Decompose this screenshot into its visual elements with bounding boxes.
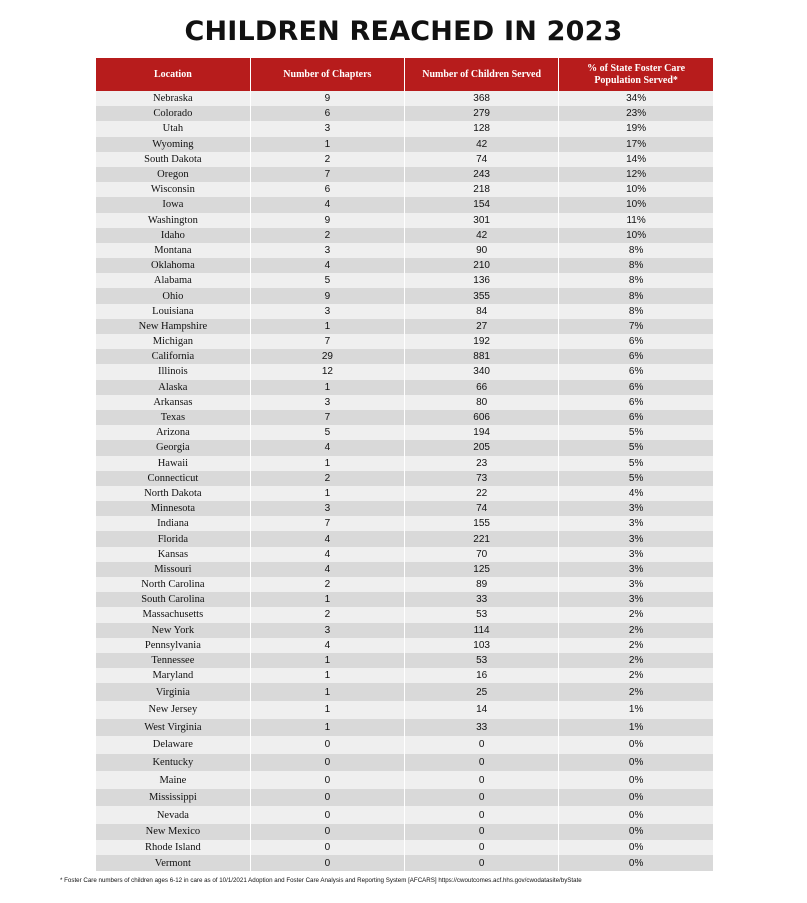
table-row	[96, 592, 713, 607]
table-row	[96, 653, 713, 668]
children-served-cell: 27	[405, 319, 559, 334]
location-cell: Virginia	[96, 683, 250, 701]
children-served-cell: 42	[405, 228, 559, 243]
chapters-cell: 7	[250, 410, 404, 425]
location-cell: Iowa	[96, 197, 250, 212]
location-cell: Rhode Island	[96, 840, 250, 856]
percent-served-cell: 3%	[559, 501, 713, 516]
location-cell: South Dakota	[96, 152, 250, 167]
location-cell: Nevada	[96, 806, 250, 824]
children-served-cell: 194	[405, 425, 559, 440]
location-cell: Montana	[96, 243, 250, 258]
chapters-cell: 0	[250, 855, 404, 871]
percent-served-cell: 0%	[559, 789, 713, 807]
location-cell: Arizona	[96, 425, 250, 440]
children-served-cell: 0	[405, 824, 559, 840]
percent-served-cell: 34%	[559, 91, 713, 106]
children-served-cell: 128	[405, 121, 559, 136]
percent-served-cell: 8%	[559, 288, 713, 303]
percent-served-cell: 0%	[559, 840, 713, 856]
table-row	[96, 683, 713, 701]
chapters-cell: 3	[250, 121, 404, 136]
children-served-cell: 218	[405, 182, 559, 197]
children-served-cell: 125	[405, 562, 559, 577]
location-cell: Michigan	[96, 334, 250, 349]
children-served-cell: 16	[405, 668, 559, 683]
chapters-cell: 4	[250, 562, 404, 577]
location-cell: New York	[96, 623, 250, 638]
chapters-cell: 29	[250, 349, 404, 364]
children-served-cell: 70	[405, 547, 559, 562]
table-row	[96, 182, 713, 197]
location-cell: Oklahoma	[96, 258, 250, 273]
table-row	[96, 806, 713, 824]
column-header-chapters: Number of Chapters	[250, 58, 404, 91]
location-cell: Florida	[96, 531, 250, 546]
chapters-cell: 0	[250, 789, 404, 807]
chapters-cell: 1	[250, 456, 404, 471]
children-served-cell: 0	[405, 806, 559, 824]
location-cell: Alabama	[96, 273, 250, 288]
table-row	[96, 754, 713, 772]
children-served-cell: 210	[405, 258, 559, 273]
table-row	[96, 349, 713, 364]
chapters-cell: 1	[250, 137, 404, 152]
location-cell: Hawaii	[96, 456, 250, 471]
chapters-cell: 5	[250, 273, 404, 288]
table-row	[96, 577, 713, 592]
location-cell: Indiana	[96, 516, 250, 531]
location-cell: Ohio	[96, 288, 250, 303]
percent-served-cell: 7%	[559, 319, 713, 334]
children-served-cell: 53	[405, 653, 559, 668]
chapters-cell: 4	[250, 547, 404, 562]
header-row	[96, 58, 713, 91]
percent-served-cell: 5%	[559, 425, 713, 440]
children-served-cell: 355	[405, 288, 559, 303]
location-cell: Illinois	[96, 364, 250, 379]
chapters-cell: 2	[250, 228, 404, 243]
children-served-cell: 33	[405, 592, 559, 607]
table-row	[96, 471, 713, 486]
table-row	[96, 531, 713, 546]
percent-served-cell: 1%	[559, 719, 713, 737]
children-served-cell: 25	[405, 683, 559, 701]
percent-served-cell: 14%	[559, 152, 713, 167]
table-row	[96, 562, 713, 577]
percent-served-cell: 3%	[559, 592, 713, 607]
children-served-cell: 66	[405, 380, 559, 395]
percent-served-cell: 1%	[559, 701, 713, 719]
children-served-cell: 80	[405, 395, 559, 410]
table-row	[96, 106, 713, 121]
chapters-cell: 2	[250, 152, 404, 167]
percent-served-cell: 0%	[559, 754, 713, 772]
children-served-cell: 33	[405, 719, 559, 737]
children-served-cell: 154	[405, 197, 559, 212]
percent-served-cell: 8%	[559, 243, 713, 258]
percent-served-cell: 6%	[559, 349, 713, 364]
chapters-cell: 1	[250, 319, 404, 334]
table-row	[96, 273, 713, 288]
location-cell: Utah	[96, 121, 250, 136]
percent-served-cell: 3%	[559, 516, 713, 531]
chapters-cell: 1	[250, 486, 404, 501]
location-cell: Kentucky	[96, 754, 250, 772]
children-served-cell: 279	[405, 106, 559, 121]
table-row	[96, 719, 713, 737]
percent-served-cell: 2%	[559, 653, 713, 668]
location-cell: Wyoming	[96, 137, 250, 152]
table-row	[96, 789, 713, 807]
children-served-cell: 606	[405, 410, 559, 425]
percent-served-cell: 19%	[559, 121, 713, 136]
chapters-cell: 1	[250, 683, 404, 701]
percent-served-cell: 2%	[559, 607, 713, 622]
chapters-cell: 1	[250, 701, 404, 719]
chapters-cell: 4	[250, 531, 404, 546]
table-row	[96, 288, 713, 303]
table-row	[96, 425, 713, 440]
location-cell: Kansas	[96, 547, 250, 562]
children-served-cell: 73	[405, 471, 559, 486]
chapters-cell: 0	[250, 824, 404, 840]
table-row	[96, 547, 713, 562]
chapters-cell: 0	[250, 754, 404, 772]
percent-served-cell: 0%	[559, 824, 713, 840]
percent-served-cell: 5%	[559, 471, 713, 486]
percent-served-cell: 11%	[559, 213, 713, 228]
table-row	[96, 334, 713, 349]
table-row	[96, 258, 713, 273]
children-served-cell: 205	[405, 440, 559, 455]
location-cell: Louisiana	[96, 304, 250, 319]
chapters-cell: 0	[250, 736, 404, 754]
table-row	[96, 152, 713, 167]
column-header-percent-served: % of State Foster Care Population Served*	[559, 58, 713, 91]
percent-served-cell: 10%	[559, 182, 713, 197]
children-served-cell: 89	[405, 577, 559, 592]
table-row	[96, 456, 713, 471]
chapters-cell: 7	[250, 167, 404, 182]
column-header-children-served: Number of Children Served	[405, 58, 559, 91]
percent-served-cell: 0%	[559, 771, 713, 789]
table-row	[96, 121, 713, 136]
children-served-cell: 53	[405, 607, 559, 622]
table-header	[96, 58, 713, 91]
children-served-cell: 0	[405, 855, 559, 871]
location-cell: California	[96, 349, 250, 364]
percent-served-cell: 6%	[559, 334, 713, 349]
children-served-cell: 155	[405, 516, 559, 531]
chapters-cell: 1	[250, 719, 404, 737]
children-served-cell: 114	[405, 623, 559, 638]
chapters-cell: 4	[250, 440, 404, 455]
table-row	[96, 771, 713, 789]
chapters-cell: 1	[250, 668, 404, 683]
percent-served-cell: 23%	[559, 106, 713, 121]
location-cell: Arkansas	[96, 395, 250, 410]
percent-served-cell: 6%	[559, 410, 713, 425]
location-cell: New Jersey	[96, 701, 250, 719]
percent-served-cell: 3%	[559, 577, 713, 592]
table-row	[96, 623, 713, 638]
percent-served-cell: 6%	[559, 380, 713, 395]
percent-served-cell: 6%	[559, 364, 713, 379]
chapters-cell: 3	[250, 243, 404, 258]
chapters-cell: 2	[250, 607, 404, 622]
location-cell: Connecticut	[96, 471, 250, 486]
percent-served-cell: 10%	[559, 197, 713, 212]
chapters-cell: 3	[250, 623, 404, 638]
chapters-cell: 6	[250, 106, 404, 121]
table-row	[96, 516, 713, 531]
children-served-cell: 243	[405, 167, 559, 182]
chapters-cell: 2	[250, 577, 404, 592]
table-row	[96, 167, 713, 182]
chapters-cell: 7	[250, 334, 404, 349]
column-header-location: Location	[96, 58, 250, 91]
children-served-cell: 14	[405, 701, 559, 719]
percent-served-cell: 8%	[559, 273, 713, 288]
location-cell: Vermont	[96, 855, 250, 871]
location-cell: Missouri	[96, 562, 250, 577]
location-cell: North Dakota	[96, 486, 250, 501]
location-cell: Tennessee	[96, 653, 250, 668]
children-served-cell: 74	[405, 501, 559, 516]
location-cell: Georgia	[96, 440, 250, 455]
children-served-cell: 23	[405, 456, 559, 471]
percent-served-cell: 3%	[559, 547, 713, 562]
table-row	[96, 91, 713, 106]
children-served-cell: 221	[405, 531, 559, 546]
children-served-cell: 0	[405, 736, 559, 754]
location-cell: Mississippi	[96, 789, 250, 807]
chapters-cell: 1	[250, 653, 404, 668]
percent-served-cell: 2%	[559, 668, 713, 683]
table-row	[96, 380, 713, 395]
table-row	[96, 736, 713, 754]
children-served-cell: 103	[405, 638, 559, 653]
percent-served-cell: 17%	[559, 137, 713, 152]
children-served-cell: 881	[405, 349, 559, 364]
location-cell: Minnesota	[96, 501, 250, 516]
children-served-cell: 84	[405, 304, 559, 319]
percent-served-cell: 0%	[559, 855, 713, 871]
table-row	[96, 501, 713, 516]
chapters-cell: 9	[250, 288, 404, 303]
location-cell: Colorado	[96, 106, 250, 121]
location-cell: Massachusetts	[96, 607, 250, 622]
location-cell: Maryland	[96, 668, 250, 683]
children-served-cell: 301	[405, 213, 559, 228]
chapters-cell: 3	[250, 395, 404, 410]
chapters-cell: 12	[250, 364, 404, 379]
children-served-cell: 192	[405, 334, 559, 349]
percent-served-cell: 5%	[559, 440, 713, 455]
location-cell: Delaware	[96, 736, 250, 754]
location-cell: Washington	[96, 213, 250, 228]
location-cell: Idaho	[96, 228, 250, 243]
page-title: CHILDREN REACHED IN 2023	[184, 16, 623, 47]
percent-served-cell: 6%	[559, 395, 713, 410]
table-row	[96, 304, 713, 319]
footnote: * Foster Care numbers of children ages 6-12 in care as of 10/1/2021 Adoption and Foster Care Analysis and Reporting System [AFCARS] https://cwoutcomes.acf.hhs.gov/cwodatasite/byState	[60, 877, 582, 884]
location-cell: North Carolina	[96, 577, 250, 592]
chapters-cell: 5	[250, 425, 404, 440]
chapters-cell: 9	[250, 91, 404, 106]
table-row	[96, 440, 713, 455]
percent-served-cell: 10%	[559, 228, 713, 243]
chapters-cell: 2	[250, 471, 404, 486]
children-served-cell: 340	[405, 364, 559, 379]
children-served-cell: 74	[405, 152, 559, 167]
children-served-cell: 0	[405, 754, 559, 772]
chapters-cell: 4	[250, 258, 404, 273]
children-served-cell: 42	[405, 137, 559, 152]
children-served-cell: 0	[405, 840, 559, 856]
chapters-cell: 9	[250, 213, 404, 228]
chapters-cell: 1	[250, 380, 404, 395]
table-row	[96, 855, 713, 871]
chapters-cell: 0	[250, 840, 404, 856]
percent-served-cell: 2%	[559, 638, 713, 653]
chapters-cell: 7	[250, 516, 404, 531]
table-row	[96, 213, 713, 228]
table-row	[96, 668, 713, 683]
percent-served-cell: 12%	[559, 167, 713, 182]
table-row	[96, 824, 713, 840]
table-row	[96, 410, 713, 425]
chapters-cell: 4	[250, 197, 404, 212]
percent-served-cell: 3%	[559, 562, 713, 577]
location-cell: Alaska	[96, 380, 250, 395]
location-cell: New Hampshire	[96, 319, 250, 334]
table-row	[96, 840, 713, 856]
percent-served-cell: 0%	[559, 806, 713, 824]
location-cell: Texas	[96, 410, 250, 425]
table-row	[96, 243, 713, 258]
table-row	[96, 607, 713, 622]
table-row	[96, 638, 713, 653]
table-body	[96, 91, 713, 871]
children-served-cell: 0	[405, 771, 559, 789]
percent-served-cell: 2%	[559, 683, 713, 701]
table-row	[96, 197, 713, 212]
location-cell: Pennsylvania	[96, 638, 250, 653]
children-served-cell: 368	[405, 91, 559, 106]
location-cell: West Virginia	[96, 719, 250, 737]
percent-served-cell: 3%	[559, 531, 713, 546]
children-served-cell: 0	[405, 789, 559, 807]
table-row	[96, 364, 713, 379]
location-cell: New Mexico	[96, 824, 250, 840]
table-row	[96, 137, 713, 152]
children-served-cell: 90	[405, 243, 559, 258]
chapters-cell: 6	[250, 182, 404, 197]
location-cell: Maine	[96, 771, 250, 789]
chapters-cell: 4	[250, 638, 404, 653]
table-row	[96, 701, 713, 719]
table-row	[96, 319, 713, 334]
children-reached-table	[96, 58, 713, 871]
location-cell: Wisconsin	[96, 182, 250, 197]
table-row	[96, 395, 713, 410]
location-cell: Nebraska	[96, 91, 250, 106]
chapters-cell: 0	[250, 806, 404, 824]
percent-served-cell: 8%	[559, 258, 713, 273]
chapters-cell: 3	[250, 304, 404, 319]
percent-served-cell: 2%	[559, 623, 713, 638]
percent-served-cell: 4%	[559, 486, 713, 501]
percent-served-cell: 0%	[559, 736, 713, 754]
chapters-cell: 3	[250, 501, 404, 516]
chapters-cell: 1	[250, 592, 404, 607]
chapters-cell: 0	[250, 771, 404, 789]
percent-served-cell: 8%	[559, 304, 713, 319]
percent-served-cell: 5%	[559, 456, 713, 471]
location-cell: Oregon	[96, 167, 250, 182]
location-cell: South Carolina	[96, 592, 250, 607]
table-row	[96, 228, 713, 243]
children-served-cell: 136	[405, 273, 559, 288]
table-row	[96, 486, 713, 501]
children-served-cell: 22	[405, 486, 559, 501]
